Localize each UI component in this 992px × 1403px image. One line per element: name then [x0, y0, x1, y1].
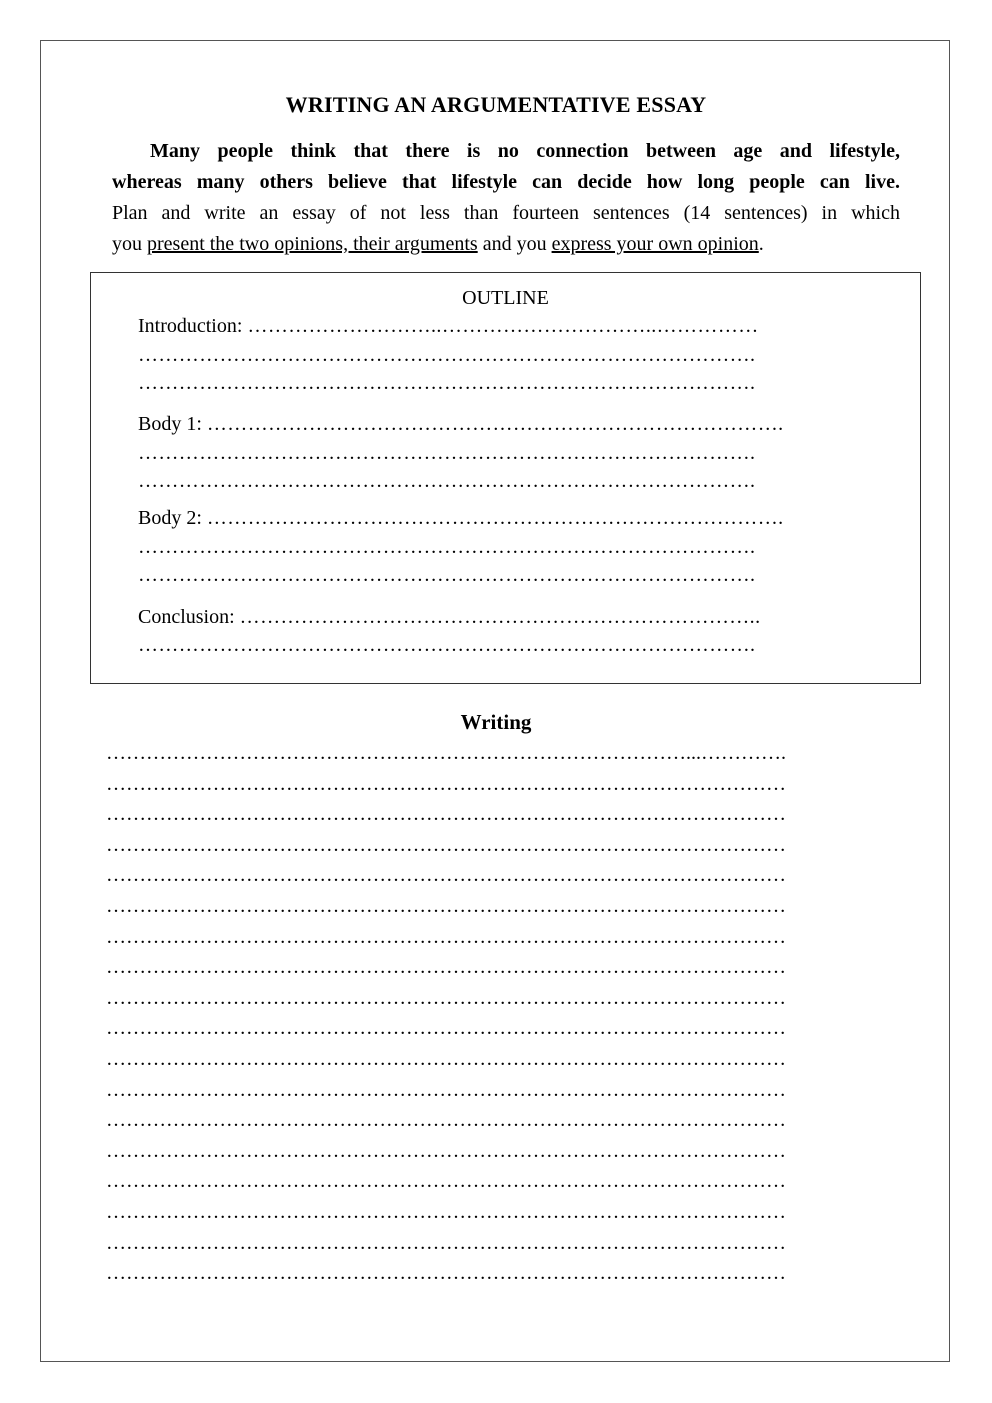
underlined-task-2: express your own opinion [551, 233, 759, 255]
writing-line[interactable]: ………………………………………………………………………………………… [106, 925, 786, 948]
prompt-line-4 [112, 233, 764, 255]
essay-prompt [112, 136, 900, 260]
outline-body2-line[interactable] [138, 534, 870, 560]
outline-conclusion-line[interactable] [138, 632, 870, 658]
writing-line[interactable]: ………………………………………………………………………………………… [106, 986, 786, 1009]
writing-line[interactable]: ……………………………………………………………………………...…………. [106, 742, 786, 764]
dotted-line: …………………………………………………………………………. [206, 413, 784, 435]
writing-line[interactable]: ………………………………………………………………………………………… [106, 864, 786, 887]
outline-body2-line[interactable] [138, 505, 870, 531]
writing-line[interactable]: ………………………………………………………………………………………… [106, 803, 786, 826]
prompt-text: and you [477, 233, 552, 255]
dotted-line: …………………………………………………………………………. [206, 507, 784, 529]
dotted-line: ………………………………………………………………………………. [138, 634, 756, 656]
writing-line[interactable]: ………………………………………………………………………………………… [106, 1078, 786, 1101]
writing-line[interactable]: ………………………………………………………………………………………… [106, 1170, 786, 1193]
body2-label: Body 2: [138, 507, 207, 529]
dotted-line: ………………………………………………………………………………. [138, 442, 756, 464]
prompt-text: you [112, 233, 147, 255]
writing-line[interactable]: ………………………………………………………………………………………… [106, 1201, 786, 1223]
writing-line[interactable]: ………………………………………………………………………………………… [106, 1231, 786, 1254]
writing-line[interactable]: ………………………………………………………………………………………… [106, 1139, 786, 1162]
outline-body1-line[interactable] [138, 411, 870, 437]
prompt-line-1: Many people think that there is no connection between age and lifestyle, [150, 140, 900, 162]
outline-introduction-line[interactable] [138, 370, 870, 396]
dotted-line: ………………………………………………………………………………. [138, 536, 756, 558]
writing-line[interactable]: ………………………………………………………………………………………… [106, 1109, 786, 1132]
writing-line[interactable]: ………………………………………………………………………………………… [106, 895, 786, 917]
writing-line[interactable]: ………………………………………………………………………………………… [106, 956, 786, 979]
underlined-task-1: present the two opinions, their arguments [147, 233, 478, 255]
writing-line[interactable]: ………………………………………………………………………………………… [106, 1048, 786, 1070]
outline-conclusion-line[interactable] [138, 604, 870, 630]
conclusion-label: Conclusion: [138, 606, 240, 628]
dotted-line: ………………………..…………………………..…………… [247, 315, 759, 337]
prompt-text: . [758, 233, 764, 255]
body1-label: Body 1: [138, 413, 207, 435]
outline-body2-line[interactable] [138, 562, 870, 588]
dotted-line: ………………………………………………………………………………. [138, 470, 756, 492]
writing-line[interactable]: ………………………………………………………………………………………… [106, 833, 786, 856]
prompt-line-3: Plan and write an essay of not less than fourteen sentences (14 sentences) in which [112, 202, 900, 224]
dotted-line: ………………………………………………………………….. [239, 606, 761, 628]
introduction-label: Introduction: [138, 315, 248, 337]
writing-line[interactable]: ………………………………………………………………………………………… [106, 1262, 786, 1285]
outline-heading: OUTLINE [462, 287, 549, 309]
outline-introduction-line[interactable] [138, 313, 870, 339]
dotted-line: ………………………………………………………………………………. [138, 564, 756, 586]
dotted-line: ………………………………………………………………………………. [138, 344, 756, 366]
writing-heading: Writing [460, 710, 532, 734]
outline-box [90, 272, 921, 684]
outline-introduction-line[interactable] [138, 342, 870, 368]
writing-line[interactable]: ………………………………………………………………………………………… [106, 1017, 786, 1040]
outline-body1-line[interactable] [138, 468, 870, 494]
outline-body1-line[interactable] [138, 440, 870, 466]
writing-line[interactable]: ………………………………………………………………………………………… [106, 772, 786, 795]
prompt-line-2: whereas many others believe that lifestyle can decide how long people can live. [112, 171, 900, 193]
dotted-line: ………………………………………………………………………………. [138, 372, 756, 394]
page-title: WRITING AN ARGUMENTATIVE ESSAY [285, 92, 707, 117]
